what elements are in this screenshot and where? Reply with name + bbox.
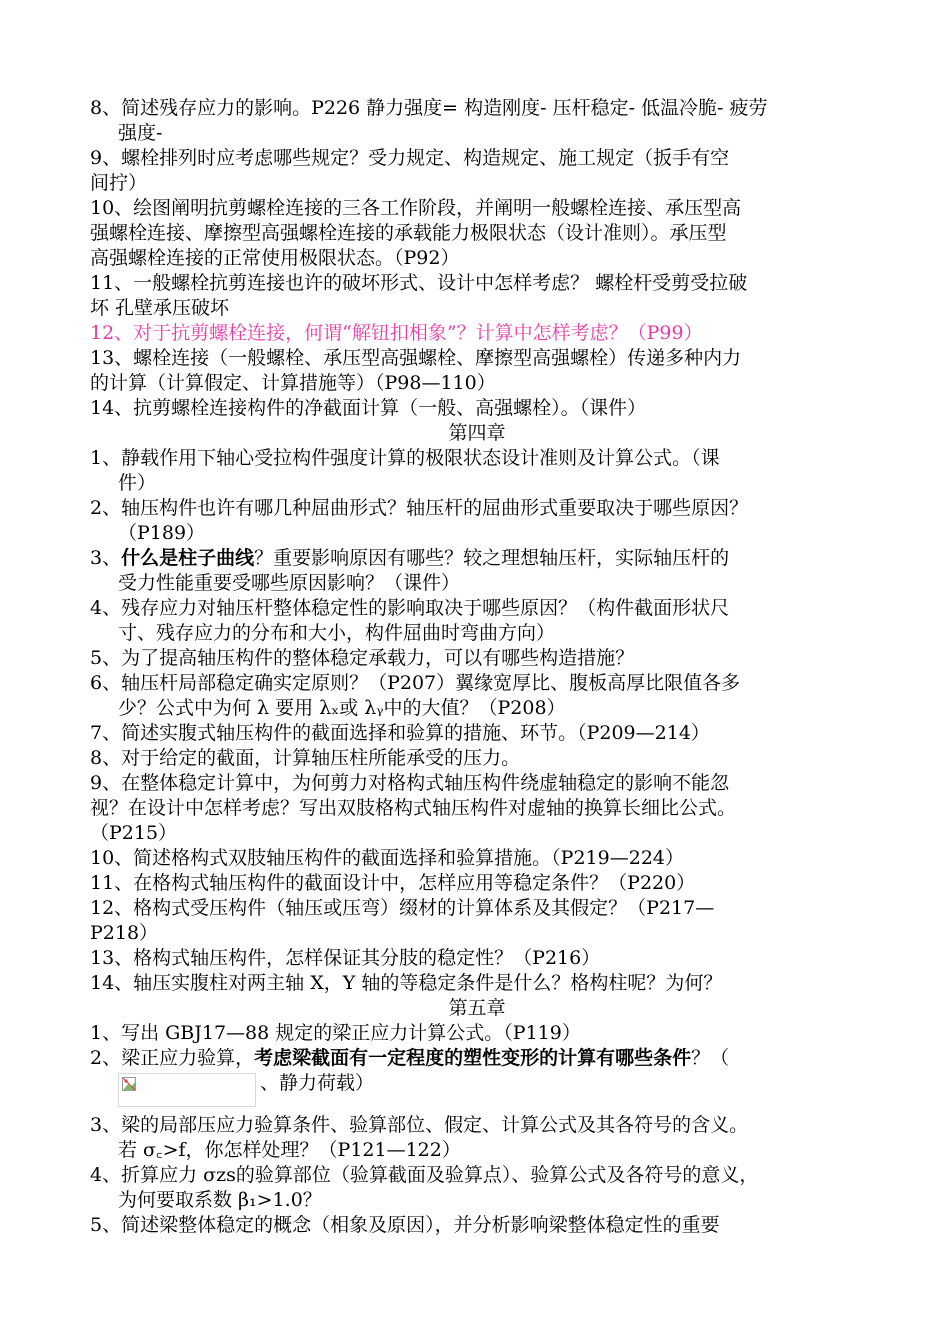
ch5-q2-line2	[90, 1073, 864, 1113]
ch5-q4-line1: 4、折算应力 σzs的验算部位（验算截面及验算点）、验算公式及各符号的意义，	[90, 1164, 759, 1186]
ch4-q4-line1: 4、残存应力对轴压杆整体稳定性的影响取决于哪些原因？（构件截面形状尺	[90, 597, 730, 619]
q14-line: 14、抗剪螺栓连接构件的净截面计算（一般、高强螺栓）。（课件）	[90, 397, 647, 419]
ch5-q4-line2: 为何要取系数 β₁>1.0？	[118, 1189, 322, 1211]
ch4-q14-line: 14、轴压实腹柱对两主轴 X，Y 轴的等稳定条件是什么？格构柱呢？为何？	[90, 972, 723, 994]
ch4-q3-bold-term: 什么是柱子曲线	[121, 547, 255, 569]
ch5-q1-line: 1、写出 GBJ17—88 规定的梁正应力计算公式。（P119）	[90, 1022, 581, 1044]
ch4-q1-line1: 1、静载作用下轴心受拉构件强度计算的极限状态设计准则及计算公式。（课	[90, 447, 720, 469]
ch4-q3-prefix: 3、	[90, 547, 122, 569]
ch4-q9-line3: （P215）	[90, 822, 178, 844]
ch4-q8-line: 8、对于给定的截面，计算轴压柱所能承受的压力。	[90, 747, 521, 769]
ch4-q11-line: 11、在格构式轴压构件的截面设计中，怎样应用等稳定条件？（P220）	[90, 872, 696, 894]
chapter-4-heading: 第四章	[448, 422, 506, 444]
ch4-q9-line1: 9、在整体稳定计算中，为何剪力对格构式轴压构件绕虚轴稳定的影响不能忽	[90, 772, 730, 794]
ch5-q2-prefix: 2、梁正应力验算，	[90, 1047, 255, 1069]
ch4-q12-line2: P218）	[90, 922, 159, 944]
q10-line3: 高强螺栓连接的正常使用极限状态。（P92）	[90, 247, 460, 269]
ch4-q2-line1: 2、轴压构件也许有哪几种屈曲形式？轴压杆的屈曲形式重要取决于哪些原因？	[90, 497, 749, 519]
q12-highlight-line: 12、对于抗剪螺栓连接，何谓“解钮扣相象”？计算中怎样考虑？（P99）	[90, 322, 703, 344]
ch4-q13-line: 13、格构式轴压构件，怎样保证其分肢的稳定性？（P216）	[90, 947, 601, 969]
ch5-q2-bold-term: 考虑梁截面有一定程度的塑性变形的计算有哪些条件	[254, 1047, 692, 1069]
ch5-q5-line: 5、简述梁整体稳定的概念（相象及原因），并分析影响梁整体稳定性的重要	[90, 1214, 720, 1236]
q8-line2: 强度-	[118, 122, 163, 144]
ch4-q5-line: 5、为了提高轴压构件的整体稳定承载力，可以有哪些构造措施？	[90, 647, 635, 669]
ch5-q3-line2: 若 σ꜀>f，你怎样处理？（P121—122）	[118, 1139, 461, 1161]
broken-image-placeholder	[118, 1073, 256, 1107]
ch4-q12-line1: 12、格构式受压构件（轴压或压弯）缀材的计算体系及其假定？（P217—	[90, 897, 715, 919]
q9-line2: 间拧）	[90, 172, 148, 194]
ch4-q4-line2: 寸、残存应力的分布和大小，构件屈曲时弯曲方向）	[118, 622, 556, 644]
ch4-q10-line: 10、简述格构式双肢轴压构件的截面选择和验算措施。（P219—224）	[90, 847, 684, 869]
ch5-q3-line1: 3、梁的局部压应力验算条件、验算部位、假定、计算公式及其各符号的含义。	[90, 1114, 749, 1136]
ch4-q6-line1: 6、轴压杆局部稳定确实定原则？（P207）翼缘宽厚比、腹板高厚比限值各多	[90, 672, 741, 694]
ch4-q6-line2: 少？公式中为何 λ 要用 λₓ或 λᵧ中的大值？（P208）	[118, 697, 566, 719]
ch4-q3-rest: ？重要影响原因有哪些？较之理想轴压杆，实际轴压杆的	[254, 547, 730, 569]
ch5-q2-after-image: 、静力荷载）	[260, 1072, 375, 1094]
ch4-q7-line: 7、简述实腹式轴压构件的截面选择和验算的措施、环节。（P209—214）	[90, 722, 710, 744]
chapter-5-heading: 第五章	[448, 997, 506, 1019]
q13-line1: 13、螺栓连接（一般螺栓、承压型高强螺栓、摩擦型高强螺栓）传递多种内力	[90, 347, 742, 369]
ch4-q1-line2: 件）	[118, 472, 157, 494]
document-page	[90, 96, 864, 1238]
ch4-q3-line2: 受力性能重要受哪些原因影响？（课件）	[118, 572, 461, 594]
q10-line2: 强螺栓连接、摩擦型高强螺栓连接的承载能力极限状态（设计准则）。承压型	[90, 222, 727, 244]
q8-line1: 8、简述残存应力的影响。P226 静力强度= 构造刚度- 压杆稳定- 低温冷脆- 疲劳	[90, 97, 768, 119]
q11-line1: 11、一般螺栓抗剪连接也许的破坏形式、设计中怎样考虑？ 螺栓杆受剪受拉破	[90, 272, 748, 294]
q13-line2: 的计算（计算假定、计算措施等）（P98—110）	[90, 372, 496, 394]
q10-line1: 10、绘图阐明抗剪螺栓连接的三各工作阶段，并阐明一般螺栓连接、承压型高	[90, 197, 742, 219]
ch4-q3-line1	[90, 546, 864, 571]
ch4-q9-line2: 视？在设计中怎样考虑？写出双肢格构式轴压构件对虚轴的换算长细比公式。	[90, 797, 737, 819]
ch5-q2-rest: ？（	[691, 1047, 730, 1069]
ch5-q2-line1	[90, 1046, 864, 1071]
broken-image-icon	[122, 1077, 136, 1091]
q9-line1: 9、螺栓排列时应考虑哪些规定？受力规定、构造规定、施工规定（扳手有空	[90, 147, 730, 169]
q11-line2: 坏 孔壁承压破坏	[90, 297, 230, 319]
ch4-q2-line2: （P189）	[118, 522, 206, 544]
